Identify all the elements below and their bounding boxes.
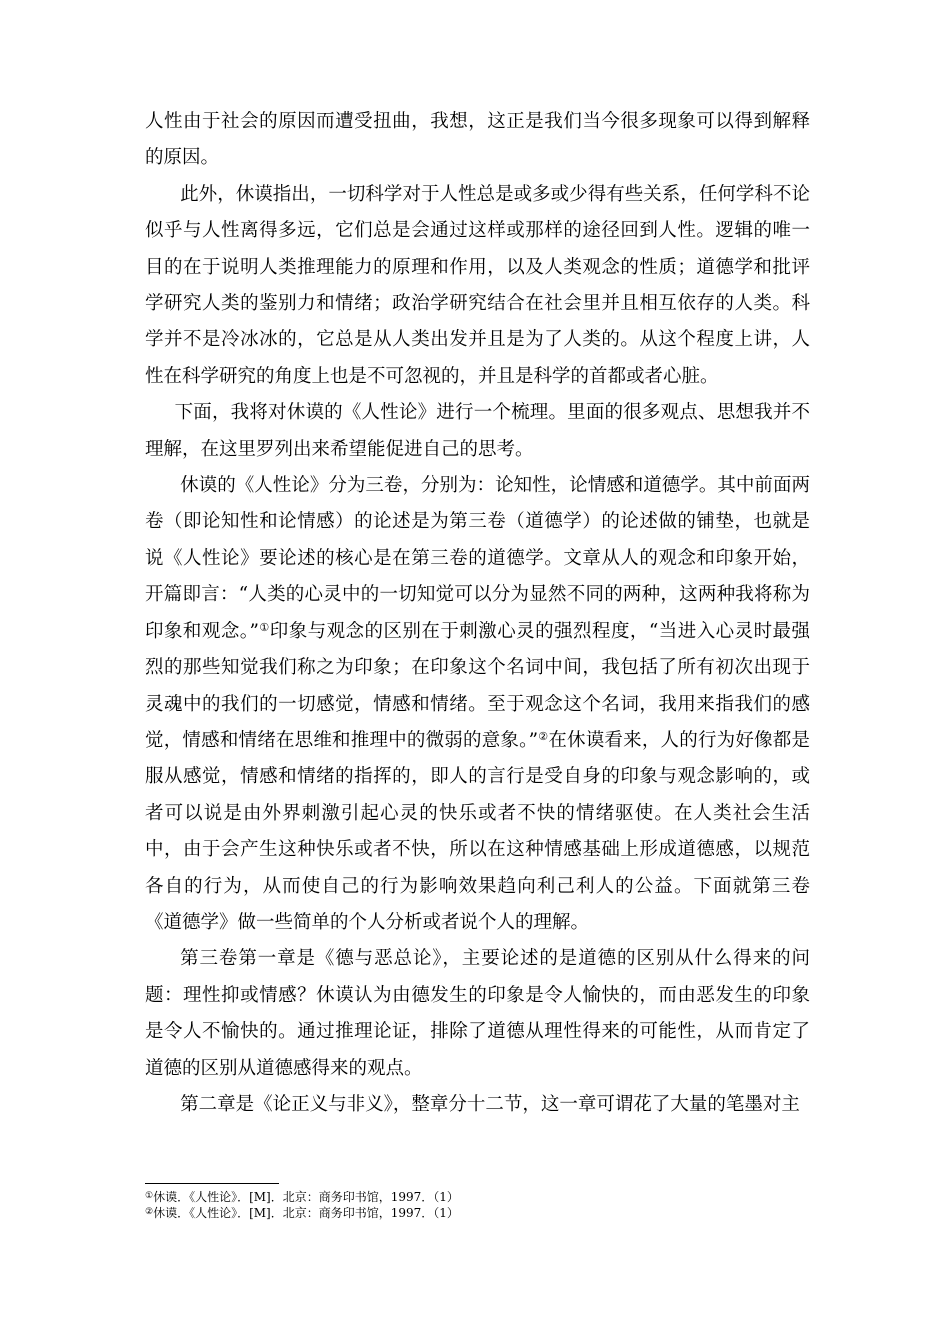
paragraph-2: 此外，休谟指出，一切科学对于人性总是或多或少得有些关系，任何学科不论似乎与人性离得多远，它们总是会通过这样或那样的途径回到人性。逻辑的唯一目的在于说明人类推理能力的原理和作用，以及人类观念的性质；道德学和批评学研究人类的鉴别力和情绪；政治学研究结合在社会里并且相互依存的人类。科学并不是冷冰冰的，它总是从人类出发并且是为了人类的。从这个程度上讲，人性在科学研究的角度上也是不可忽视的，并且是科学的首都或者心脏。: [145, 183, 810, 387]
paragraph-6: 第二章是《论正义与非义》，整章分十二节，这一章可谓花了大量的笔墨对主: [180, 1093, 800, 1115]
paragraph-4-text-a: 休谟的《人性论》分为三卷，分别为：论知性，论情感和道德学。其中前面两卷（即论知性和论情感）的论述是为第三卷（道德学）的论述做的铺垫，也就是说《人性论》要论述的核心是在第三卷的道德学。文章从人的观念和印象开始，开篇即言：“人类的心灵中的一切知觉可以分为显然不同的两种，这两种我将称为印象和观念。”: [145, 475, 810, 642]
paragraph-3: 下面，我将对休谟的《人性论》进行一个梳理。里面的很多观点、思想我并不理解，在这里罗列出来希望能促进自己的思考。: [145, 402, 810, 460]
footnote-2: [145, 1205, 810, 1221]
paragraph-1: 人性由于社会的原因而遭受扭曲，我想，这正是我们当今很多现象可以得到解释的原因。: [145, 111, 810, 169]
footnote-separator: [145, 1183, 279, 1184]
footnotes: [145, 1189, 810, 1221]
footnote-1-number: ①: [145, 1191, 154, 1201]
footnote-2-text: 休谟．《人性论》．[M]．北京：商务印书馆，1997．（1）: [153, 1206, 459, 1221]
paragraph-4: [145, 468, 810, 941]
paragraph-5: 第三卷第一章是《德与恶总论》，主要论述的是道德的区别从什么得来的问题：理性抑或情感？休谟认为由德发生的印象是令人愉快的，而由恶发生的印象是令人不愉快的。通过推理论证，排除了道德从理性得来的可能性，从而肯定了道德的区别从道德感得来的观点。: [145, 948, 810, 1079]
footnote-ref-1[interactable]: ①: [258, 620, 270, 634]
footnote-ref-2[interactable]: ②: [538, 729, 549, 743]
footnote-1-text: 休谟．《人性论》．[M]．北京：商务印书馆，1997．（1）: [153, 1190, 459, 1205]
paragraph-4-text-c: 在休谟看来，人的行为好像都是服从感觉，情感和情绪的指挥的，即人的言行是受自身的印象与观念影响的，或者可以说是由外界刺激引起心灵的快乐或者不快的情绪驱使。在人类社会生活中，由于会产生这种快乐或者不快，所以在这种情感基础上形成道德感，以规范各自的行为，从而使自己的行为影响效果趋向利己利人的公益。下面就第三卷《道德学》做一些简单的个人分析或者说个人的理解。: [145, 729, 810, 933]
footnote-1: [145, 1189, 810, 1205]
paragraph-4-text-b: 印象与观念的区别在于刺激心灵的强烈程度，“当进入心灵时最强烈的那些知觉我们称之为印象；在印象这个名词中间，我包括了所有初次出现于灵魂中的我们的一切感觉，情感和情绪。至于观念这个名词，我用来指我们的感觉，情感和情绪在思维和推理中的微弱的意象。”: [145, 620, 810, 751]
footnote-2-number: ②: [145, 1207, 154, 1218]
body-text: [145, 104, 810, 1123]
